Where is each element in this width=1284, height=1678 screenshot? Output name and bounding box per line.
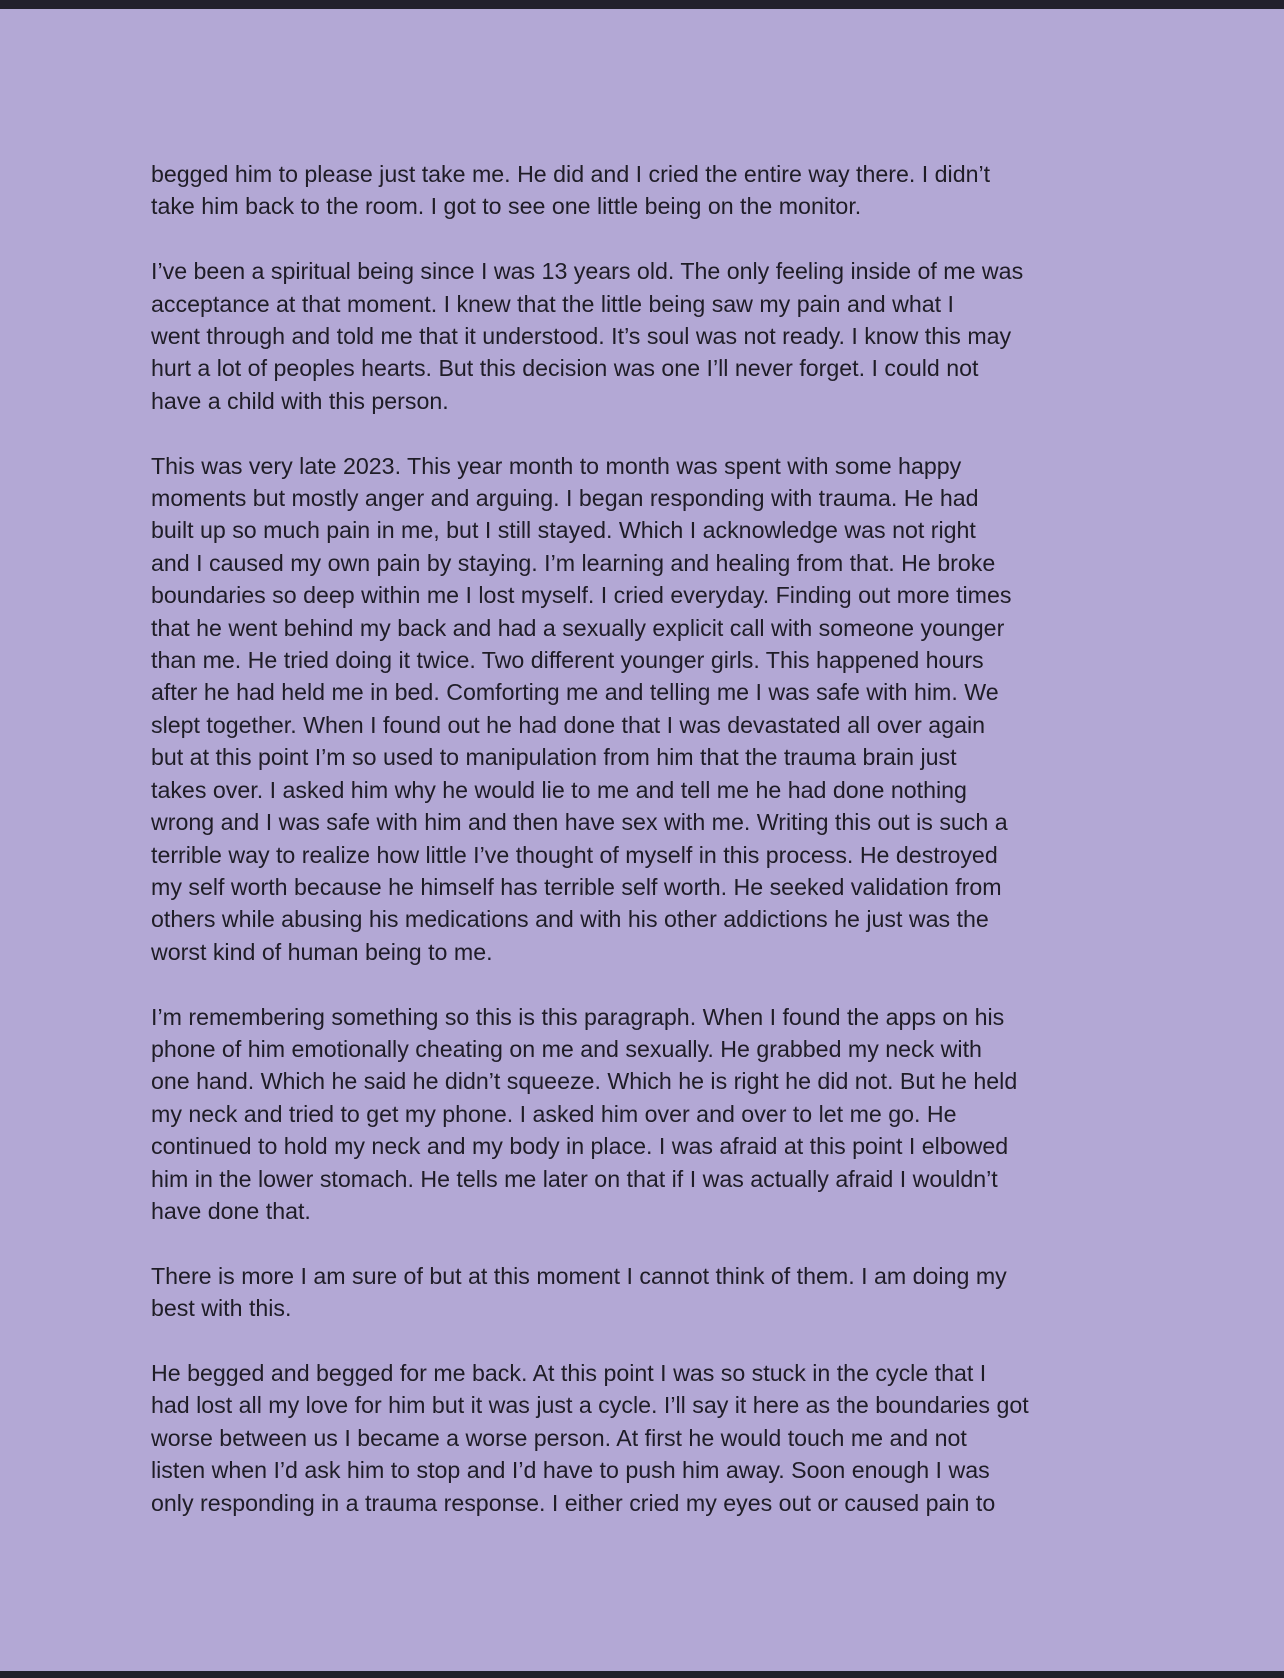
text-line: one hand. Which he said he didn’t squeeze. Which he is right he did not. But he held <box>151 1068 1018 1095</box>
text-line: This was very late 2023. This year month to month was spent with some happy <box>151 452 962 479</box>
text-line: I’ve been a spiritual being since I was 13 years old. The only feeling inside of me was <box>151 258 1024 285</box>
text-line: built up so much pain in me, but I still stayed. Which I acknowledge was not right <box>151 517 976 544</box>
text-line: but at this point I’m so used to manipulation from him that the trauma brain just <box>151 744 957 771</box>
text-line: my self worth because he himself has terrible self worth. He seeked validation from <box>151 873 1002 900</box>
top-border <box>0 0 1284 9</box>
text-line: slept together. When I found out he had done that I was devastated all over again <box>151 711 986 738</box>
text-line: There is more I am sure of but at this moment I cannot think of them. I am doing my <box>151 1262 1007 1289</box>
text-line: He begged and begged for me back. At this point I was so stuck in the cycle that I <box>151 1359 987 1386</box>
paragraph <box>151 1001 1141 1228</box>
paragraph <box>151 158 1141 223</box>
text-line: have done that. <box>151 1197 311 1224</box>
paragraph <box>151 1357 1141 1519</box>
paragraph <box>151 450 1141 969</box>
text-line: worst kind of human being to me. <box>151 938 493 965</box>
bottom-border <box>0 1671 1284 1678</box>
paragraph <box>151 255 1141 417</box>
text-line: takes over. I asked him why he would lie to me and tell me he had done nothing <box>151 776 967 803</box>
text-line: acceptance at that moment. I knew that the little being saw my pain and what I <box>151 290 954 317</box>
text-line: phone of him emotionally cheating on me and sexually. He grabbed my neck with <box>151 1035 982 1062</box>
text-line: best with this. <box>151 1295 292 1322</box>
text-line: worse between us I became a worse person. At first he would touch me and not <box>151 1424 967 1451</box>
text-line: take him back to the room. I got to see one little being on the monitor. <box>151 193 862 220</box>
text-line: others while abusing his medications and with his other addictions he just was the <box>151 906 989 933</box>
text-line: and I caused my own pain by staying. I’m learning and healing from that. He broke <box>151 549 996 576</box>
text-line: than me. He tried doing it twice. Two different younger girls. This happened hours <box>151 647 984 674</box>
text-line: went through and told me that it understood. It’s soul was not ready. I know this may <box>151 323 1012 350</box>
document-body <box>151 158 1141 1551</box>
text-line: continued to hold my neck and my body in place. I was afraid at this point I elbowed <box>151 1133 1009 1160</box>
text-line: wrong and I was safe with him and then have sex with me. Writing this out is such a <box>151 809 1008 836</box>
text-line: hurt a lot of peoples hearts. But this decision was one I’ll never forget. I could not <box>151 355 979 382</box>
text-line: after he had held me in bed. Comforting me and telling me I was safe with him. We <box>151 679 999 706</box>
text-line: listen when I’d ask him to stop and I’d have to push him away. Soon enough I was <box>151 1457 990 1484</box>
text-line: moments but mostly anger and arguing. I began responding with trauma. He had <box>151 485 979 512</box>
text-line: boundaries so deep within me I lost myself. I cried everyday. Finding out more times <box>151 582 1012 609</box>
text-line: my neck and tried to get my phone. I asked him over and over to let me go. He <box>151 1100 957 1127</box>
text-line: him in the lower stomach. He tells me later on that if I was actually afraid I wouldn’t <box>151 1165 998 1192</box>
text-line: I’m remembering something so this is this paragraph. When I found the apps on his <box>151 1003 1005 1030</box>
text-line: that he went behind my back and had a sexually explicit call with someone younger <box>151 614 1005 641</box>
text-line: had lost all my love for him but it was just a cycle. I’ll say it here as the boundaries got <box>151 1392 1029 1419</box>
text-line: only responding in a trauma response. I either cried my eyes out or caused pain to <box>151 1489 996 1516</box>
text-line: begged him to please just take me. He did and I cried the entire way there. I didn’t <box>151 161 991 187</box>
paragraph <box>151 1260 1141 1325</box>
text-line: terrible way to realize how little I’ve thought of myself in this process. He destroyed <box>151 841 998 868</box>
text-line: have a child with this person. <box>151 387 449 414</box>
